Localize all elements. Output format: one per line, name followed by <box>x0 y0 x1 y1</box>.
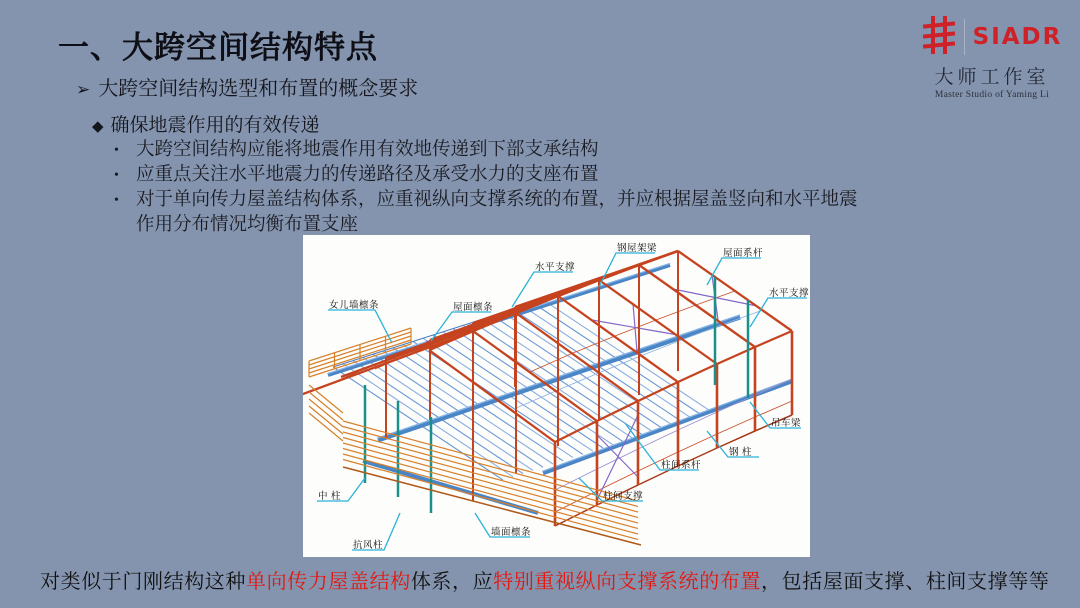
brand-name: SIADR <box>972 24 1063 50</box>
list-item <box>114 163 866 188</box>
diagram-label: 中 柱 <box>318 492 341 502</box>
footer-segment: 对类似于门刚结构这种 <box>40 571 246 593</box>
footer-segment: ，包括屋面支撑、柱间支撑等等 <box>761 571 1050 593</box>
diagram-label: 吊车梁 <box>771 419 802 429</box>
logo-block <box>912 16 1072 100</box>
footer-segment: 体系，应 <box>410 571 494 593</box>
bullet-list <box>114 138 974 238</box>
diagram-label: 女儿墙檩条 <box>329 301 380 311</box>
list-item <box>114 188 866 238</box>
truss-logo-icon <box>922 15 956 60</box>
diagram-label: 柱间系杆 <box>661 461 702 471</box>
list-item <box>114 138 866 163</box>
footer-note <box>40 565 1049 594</box>
diagram-label: 屋面系杆 <box>723 249 764 259</box>
bullet-text: 大跨空间结构应能将地震作用有效地传递到下部支承结构 <box>136 140 599 160</box>
bullet-text: 对于单向传力屋盖结构体系，应重视纵向支撑系统的布置，并应根据屋盖竖向和水平地震作用分布情况均衡布置支座 <box>136 190 858 235</box>
dot-bullet-icon: • <box>114 168 119 183</box>
diagram-label: 柱间支撑 <box>603 492 644 502</box>
level2-text: 确保地震作用的有效传递 <box>110 115 320 136</box>
diagram-label: 水平支撑 <box>769 289 810 299</box>
structure-diagram <box>303 235 810 557</box>
diagram-label: 墙面檩条 <box>491 528 532 538</box>
logo-divider <box>964 19 965 55</box>
diagram-label: 钢 柱 <box>729 448 752 458</box>
studio-name-en: Master Studio of Yaming Li <box>934 90 1050 100</box>
structure-drawing <box>303 235 810 557</box>
diagram-label: 屋面檩条 <box>453 303 494 313</box>
level2-bullet <box>92 110 320 137</box>
level1-bullet <box>76 72 418 101</box>
footer-segment-highlight: 单向传力屋盖结构 <box>246 571 411 593</box>
dot-bullet-icon: • <box>114 193 119 208</box>
diagram-label: 钢屋架梁 <box>617 244 658 254</box>
level1-text: 大跨空间结构选型和布置的概念要求 <box>98 78 419 100</box>
footer-segment-highlight: 特别重视纵向支撑系统的布置 <box>493 571 762 593</box>
studio-name-cn: 大师工作室 <box>934 67 1050 88</box>
diamond-bullet-icon: ◆ <box>92 119 104 135</box>
arrow-bullet-icon: ➢ <box>76 80 91 99</box>
bullet-text: 应重点关注水平地震力的传递路径及承受水力的支座布置 <box>136 165 599 185</box>
diagram-label: 抗风柱 <box>353 541 384 551</box>
diagram-label: 水平支撑 <box>535 263 576 273</box>
page-title: 一、大跨空间结构特点 <box>58 30 378 66</box>
dot-bullet-icon: • <box>114 143 119 158</box>
